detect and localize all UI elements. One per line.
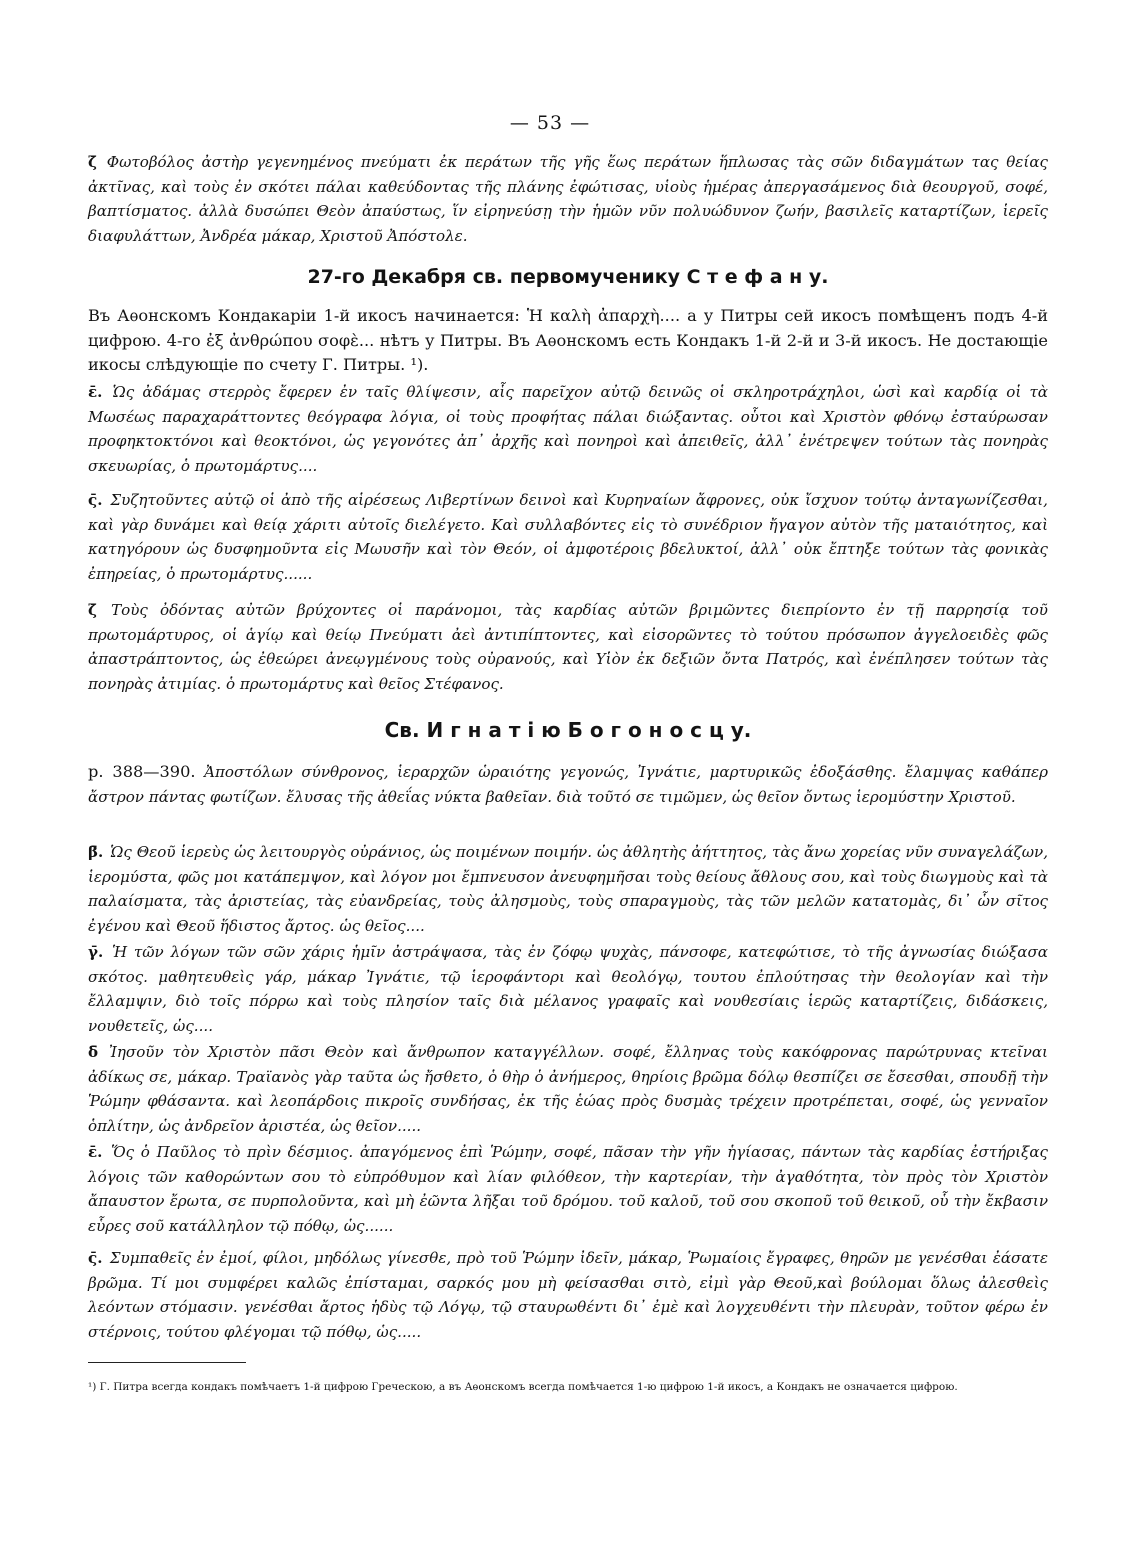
kontakion-text: Ἀποστόλων σύνθρονος, ἱεραρχῶν ὡραιότης γεγονώς, Ἰγνάτιε, μαρτυρικῶς ἐδοξάσθης. ἔλαμψας καθάπερ ἄστρον πάντας φωτίζων. ἔλυσας τῆς ἀθεΐας νύκτα βαθεῖαν. διὰ τοῦτό σε τιμῶμεν, ὡς θεῖον ὄντως ἱερομύστην Χριστοῦ. [88,763,1048,806]
ikos-paragraph [88,940,1048,1038]
ikos-paragraph [88,598,1048,696]
ikos-number: ε̄. [88,1143,103,1161]
ikos-text: Ὡς Θεοῦ ἱερεὺς ὡς λειτουργὸς οὐράνιος, ὡς ποιμένων ποιμήν. ὡς ἀθλητὴς ἀήττητος, τὰς ἄνω χορείας νῦν συναγελάζων, ἱερομύστα, φῶς μοι κατάπεμψον, καὶ λόγον μοι ἔμπνευσον ἀνευφημῆσαι τοὺς θείους ἄθλους σου, καὶ τοὺς διωγμοὺς καὶ τὰ παλαίσματα, τὰς ἀριστείας, τὰς εὐανδρείας, τοὺς ἀλησμοὺς, τοὺς σπαραγμοὺς, τὰς τῶν μελῶν κατατομὰς, δι᾽ ὧν σῖτος ἐγένου καὶ Θεοῦ ἥδιστος ἄρτος. ὡς θεῖος.... [88,843,1048,935]
ikos-paragraph [88,1246,1048,1344]
section-intro-stephen: Въ Аѳонскомъ Кондакаріи 1-й икосъ начинается: Ἡ καλὴ ἀπαρχὴ.... а у Питры сей икосъ помѣщенъ подъ 4-й цифрою. 4-го ἐξ ἀνθρώπου σοφὲ... нѣтъ у Питры. Въ Аѳонскомъ есть Кондакъ 1-й 2-й и 3-й икосъ. Не достающіе икосы слѣдующіе по счету Г. Питры. ¹). [88,306,1048,374]
ikos-paragraph [88,488,1048,586]
ikos-paragraph [88,1140,1048,1238]
footnote-divider [88,1362,246,1363]
section-intro-ignatius [88,760,1048,809]
ikos-number: ζ̄ [88,153,97,171]
ikos-paragraph [88,150,1048,248]
ikos-paragraph [88,840,1048,938]
ikos-text: Ἡ τῶν λόγων τῶν σῶν χάρις ἡμῖν ἀστράψασα, τὰς ἐν ζόφῳ ψυχὰς, πάνσοφε, κατεφώτισε, τὸ τῆς ἀγνωσίας διώξασα σκότος. μαθητευθεὶς γάρ, μάκαρ Ἰγνάτιε, τῷ ἱεροφάντορι καὶ θεολόγῳ, τουτου ἐπλούτησας τὴν θεολογίαν καὶ τὴν ἔλλαμψιν, διὸ τοῖς πόρρω καὶ τοὺς πλησίον ταῖς διὰ μέλανος γραφαῖς καὶ νουθεσίαις ἱερῶς καταρτίζεις, διδάσκεις, νουθετεῖς, ὡς.... [88,943,1048,1035]
ikos-text: Συζητοῦντες αὐτῷ οἱ ἀπὸ τῆς αἱρέσεως Λιβερτίνων δεινοὶ καὶ Κυρηναίων ἄφρονες, οὐκ ἴσχυον τούτῳ ἀνταγωνίζεσθαι, καὶ γὰρ δυνάμει καὶ θείᾳ χάριτι αὐτοῖς διελέγετο. Καὶ συλλαβόντες εἰς τὸ συνέδριον ἤγαγον αὐτὸν τῆς ματαιότητος, καὶ κατηγόρουν ὡς δυσφημοῦντα εἰς Μωυσῆν καὶ τὸν Θεόν, οἱ ἀμφοτέροις βδελυκτοί, ἀλλ᾽ οὐκ ἔπτηξε τούτων τὰς φονικὰς ἐπηρείας, ὁ πρωτομάρτυς...... [88,491,1048,583]
section-heading-ignatius: Св. И г н а т і ю Б о г о н о с ц у. [384,718,752,742]
ikos-number: ζ̄ [88,601,97,619]
ikos-paragraph [88,380,1048,478]
ikos-number: ε̄. [88,383,103,401]
page-number: — 53 — [509,112,591,134]
section-heading-stephen: 27-го Декабря св. первомученику С т е ф а н у. [307,266,829,288]
ikos-number: γ̄. [88,943,104,961]
ikos-number: β̄. [88,843,104,861]
ikos-number: ς̄. [88,491,103,509]
ikos-text: Φωτοβόλος ἀστὴρ γεγενημένος πνεύματι ἐκ περάτων τῆς γῆς ἕως περάτων ἥπλωσας τὰς σῶν διδαγμάτων τας θείας ἀκτῖνας, καὶ τοὺς ἐν σκότει πάλαι καθεύδοντας τῆς πλάνης ἐφώτισας, υἱοὺς ἡμέρας ἀπεργασάμενος διὰ θεουργοῦ, σοφέ, βαπτίσματος. ἀλλὰ δυσώπει Θεὸν ἀπαύστως, ἵν εἰρηνεύσῃ τὴν ἡμῶν νῦν πολυώδυνον ζωήν, βασιλεῖς καταρτίζων, ἱερεῖς διαφυλάττων, Ἀνδρέα μάκαρ, Χριστοῦ Ἀπόστολε. [88,153,1048,245]
ikos-text: Ὅς ὁ Παῦλος τὸ πρὶν δέσμιος. ἀπαγόμενος ἐπὶ Ῥώμην, σοφέ, πᾶσαν τὴν γῆν ἡγίασας, πάντων τὰς καρδίας ἐστήριξας λόγοις τῶν καθορώντων σου τὸ εὐπρόθυμον καὶ λίαν φιλόθεον, τὴν καρτερίαν, τὴν ἀγαθότητα, τὸν πρὸς τὸν Χριστὸν ἄπαυστον ἔρωτα, σε πυρπολοῦντα, καὶ μὴ ἐῶντα λῆξαι τοῦ δρόμου. τοῦ καλοῦ, τοῦ σου σκοποῦ τοῦ θεικοῦ, οὗ τὴν ἔκβασιν εὗρες σοῦ κατάλληλον τῷ πόθῳ, ὡς...... [88,1143,1048,1235]
ikos-number: δ̄ [88,1043,99,1061]
ikos-text: Τοὺς ὀδόντας αὐτῶν βρύχοντες οἱ παράνομοι, τὰς καρδίας αὐτῶν βριμῶντες διεπρίοντο ἐν τῇ παρρησίᾳ τοῦ πρωτομάρτυρος, οἱ ἁγίῳ καὶ θείῳ Πνεύματι ἀεὶ ἀντιπίπτοντες, καὶ εἰσορῶντες τὸ τούτου πρόσωπον ἀγγελοειδὲς φῶς ἀπαστράπτοντος, ὡς ἐθεώρει ἀνεῳγμένους τοὺς οὐρανούς, καὶ Υἱὸν ἐκ δεξιῶν ὄντα Πατρός, καὶ ἐνέπλησεν τούτων τὰς πονηρὰς ἀτιμίας. ὁ πρωτομάρτυς καὶ θεῖος Στέφανος. [88,601,1048,693]
ikos-text: Συμπαθεῖς ἐν ἐμοί, φίλοι, μηδόλως γίνεσθε, πρὸ τοῦ Ῥώμην ἰδεῖν, μάκαρ, Ῥωμαίοις ἔγραφες, θηρῶν με γενέσθαι ἐάσατε βρῶμα. Τί μοι συμφέρει καλῶς ἐπίσταμαι, σαρκός μου μὴ φείσασθαι σιτὸ, εἰμὶ γὰρ Θεοῦ,καὶ βούλομαι ὅλως ἀλεσθεὶς λεόντων στόμασιν. γενέσθαι ἄρτος ἡδὺς τῷ Λόγῳ, τῷ σταυρωθέντι δι᾽ ἐμὲ καὶ λογχευθέντι τὴν πλευρὰν, τοῦτον φέρω ἐν στέρνοις, τούτου φλέγομαι τῷ πόθῳ, ὡς..... [88,1249,1048,1341]
ikos-text: Ἰησοῦν τὸν Χριστὸν πᾶσι Θεὸν καὶ ἄνθρωπον καταγγέλλων. σοφέ, ἔλληνας τοὺς κακόφρονας παρώτρυνας κτεῖναι ἀδίκως σε, μάκαρ. Τραϊανὸς γὰρ ταῦτα ὡς ἤσθετο, ὁ θὴρ ὁ ἀνήμερος, θηρίοις βρῶμα δόλῳ θεσπίζει σε ἔσεσθαι, σπουδῇ τὴν Ῥώμην φθάσαντα. καὶ λεοπάρδοις πικροῖς συνδήσας, ἐκ τῆς ἑώας πρὸς δυσμὰς τρέχειν προτρέπεται, σοφέ, ὡς γενναῖον ὁπλίτην, ὡς ἀνδρεῖον ἀριστέα, ὡς θεῖον..... [88,1043,1048,1135]
ikos-number: ς̄. [88,1249,103,1267]
ikos-text: Ὡς ἀδάμας στερρὸς ἔφερεν ἐν ταῖς θλίψεσιν, αἷς παρεῖχον αὐτῷ δεινῶς οἱ σκληροτράχηλοι, ὡσὶ καὶ καρδίᾳ οἱ τὰ Μωσέως παραχαράττοντες θεόγραφα λόγια, οἱ τοὺς προφήτας πάλαι διώξαντας. οὗτοι καὶ Χριστὸν φθόνῳ ἐσταύρωσαν προφηκτοκτόνοι καὶ θεοκτόνοι, ὡς γεγονότες ἀπ᾽ ἀρχῆς καὶ πονηροὶ καὶ ἀπειθεῖς, ἀλλ᾽ ἐνέτρεψεν τούτων τὰς πονηρὰς σκευωρίας, ὁ πρωτομάρτυς.... [88,383,1048,475]
page-reference: р. 388—390. [88,762,196,781]
footnote: ¹) Г. Питра всегда кондакъ помѣчаетъ 1-й цифрою Греческою, а въ Аѳонскомъ всегда помѣчается 1-ю цифрою 1-й икосъ, а Кондакъ не означается цифрою. [88,1381,958,1393]
ikos-paragraph [88,1040,1048,1138]
